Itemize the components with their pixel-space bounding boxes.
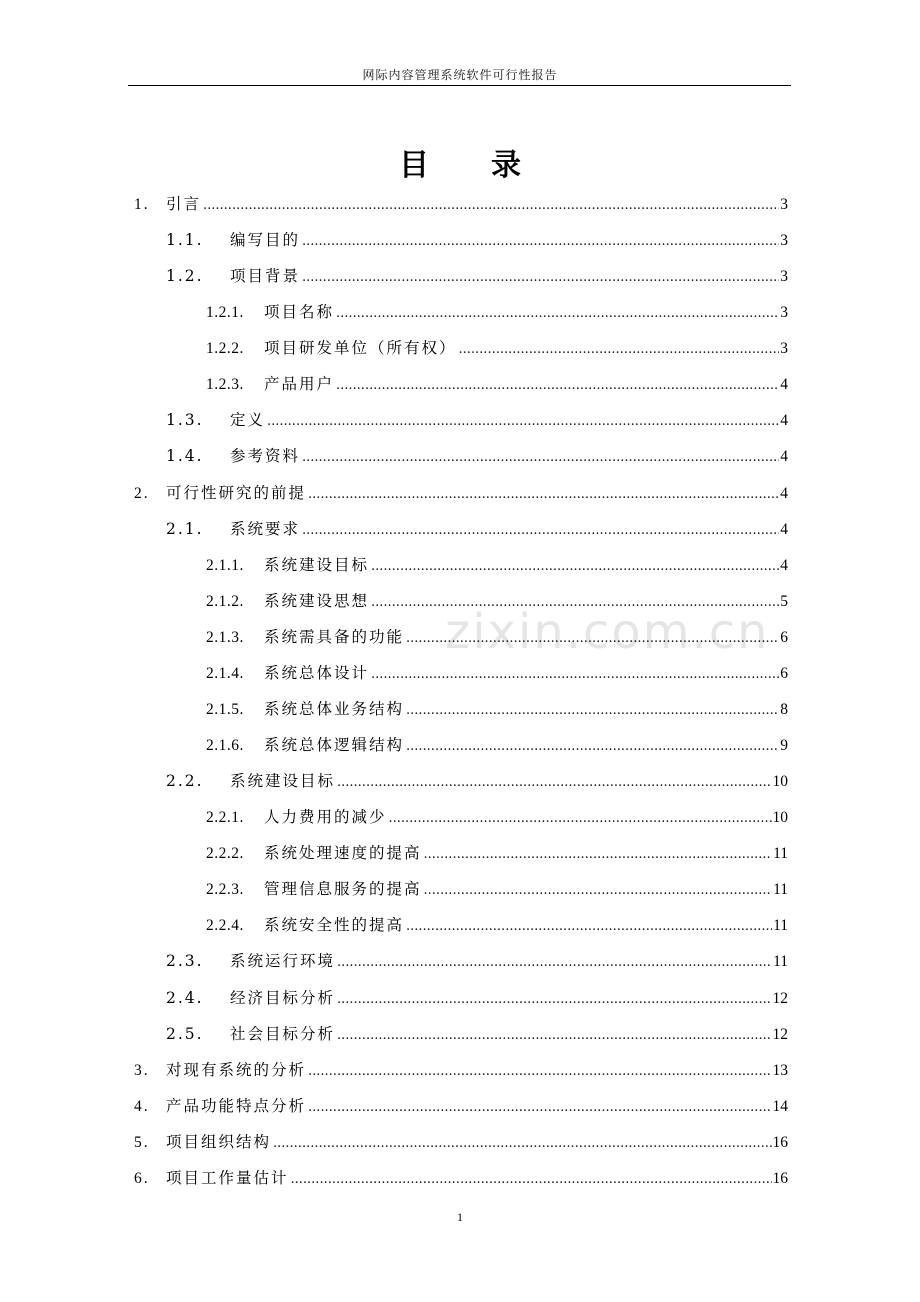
toc-entry[interactable] — [206, 366, 788, 402]
toc-entry-title: 系统需具备的功能 — [264, 627, 405, 646]
toc-entry-title: 系统建设目标 — [230, 772, 336, 791]
toc-entry-title: 系统运行环境 — [230, 952, 336, 971]
toc-entry[interactable] — [206, 799, 788, 835]
toc-dot-leader — [308, 477, 779, 513]
toc-entry-page: 4 — [780, 412, 788, 430]
toc-entry[interactable] — [166, 943, 788, 979]
toc-entry-number: 2.1.3. — [206, 628, 244, 646]
toc-dot-leader — [267, 404, 779, 440]
toc-entry-number: 1.2.1. — [206, 304, 244, 322]
toc-entry[interactable] — [134, 1088, 788, 1124]
toc-entry-page: 13 — [772, 1061, 788, 1079]
toc-entry[interactable] — [134, 1124, 788, 1160]
toc-entry[interactable] — [134, 186, 788, 222]
toc-entry-title: 系统要求 — [230, 519, 301, 538]
toc-entry-title: 引言 — [166, 195, 202, 213]
toc-entry-page: 3 — [780, 196, 788, 213]
toc-entry-title: 项目研发单位（所有权） — [264, 339, 457, 358]
toc-entry-page: 10 — [772, 809, 788, 827]
toc-entry-number: 2.2.2. — [206, 845, 244, 863]
toc-entry-number: 2.1.2. — [206, 592, 244, 610]
toc-entry-page: 4 — [780, 448, 788, 466]
toc-entry-number: 2.1. — [166, 519, 204, 538]
toc-dot-leader — [302, 513, 779, 549]
toc-entry[interactable] — [206, 835, 788, 871]
toc-entry[interactable] — [134, 1160, 788, 1196]
toc-entry-title: 定义 — [230, 411, 266, 430]
toc-entry[interactable] — [206, 691, 788, 727]
toc-entry[interactable] — [166, 222, 788, 258]
toc-dot-leader — [291, 1162, 772, 1198]
watermark: zixin.com.cn — [445, 604, 770, 660]
toc-entry-number: 1.1. — [166, 231, 204, 250]
toc-entry-title: 系统总体逻辑结构 — [264, 736, 405, 755]
toc-entry-page: 16 — [772, 1169, 788, 1187]
toc-entry-page: 3 — [780, 268, 788, 286]
toc-entry-number: 1.2.2. — [206, 340, 244, 358]
toc-entry-title: 可行性研究的前提 — [166, 483, 307, 502]
toc-dot-leader — [406, 621, 779, 657]
toc-entry-page: 10 — [772, 773, 788, 791]
toc-entry-page: 11 — [773, 917, 788, 935]
toc-entry[interactable] — [206, 655, 788, 691]
toc-entry-title: 项目背景 — [230, 267, 301, 286]
toc-dot-leader — [302, 260, 779, 296]
toc-entry-number: 1.2. — [166, 267, 204, 286]
toc-dot-leader — [406, 729, 779, 765]
toc-entry-title: 项目名称 — [264, 303, 335, 322]
toc-dot-leader — [203, 188, 779, 224]
toc-entry-number: 2. — [134, 484, 150, 502]
toc-heading: 目录 — [399, 148, 583, 183]
toc-entry-page: 12 — [772, 989, 788, 1007]
toc-dot-leader — [302, 224, 779, 260]
toc-entry-title: 系统总体设计 — [264, 663, 370, 682]
toc-entry-title: 产品用户 — [264, 375, 335, 394]
toc-entry-number: 2.2.4. — [206, 917, 244, 935]
toc-dot-leader — [389, 801, 772, 837]
toc-dot-leader — [337, 982, 771, 1018]
toc-entry-page: 4 — [780, 376, 788, 394]
toc-entry-page: 9 — [780, 737, 788, 755]
toc-dot-leader — [406, 693, 779, 729]
toc-dot-leader — [336, 368, 779, 404]
toc-entry-title: 产品功能特点分析 — [166, 1096, 307, 1115]
toc-entry-page: 11 — [773, 953, 788, 971]
toc-dot-leader — [337, 945, 772, 981]
toc-entry-title: 系统建设思想 — [264, 591, 370, 610]
toc-entry-title: 项目组织结构 — [166, 1132, 272, 1151]
toc-dot-leader — [459, 332, 780, 368]
toc-entry-title: 管理信息服务的提高 — [264, 880, 422, 899]
toc-entry-number: 2.1.4. — [206, 664, 244, 682]
toc-entry[interactable] — [206, 907, 788, 943]
toc-entry-page: 16 — [772, 1133, 788, 1151]
toc-dot-leader — [424, 837, 773, 873]
toc-entry-page: 5 — [780, 592, 788, 610]
toc-entry-number: 2.4. — [166, 988, 204, 1007]
toc-entry[interactable] — [206, 727, 788, 763]
toc-entry-page: 12 — [772, 1025, 788, 1043]
toc-entry-page: 6 — [780, 628, 788, 646]
toc-entry-number: 2.2.3. — [206, 881, 244, 899]
toc-entry[interactable] — [166, 980, 788, 1016]
toc-entry-number: 3. — [134, 1061, 150, 1079]
toc-entry-number: 2.1.6. — [206, 737, 244, 755]
toc-dot-leader — [371, 657, 779, 693]
toc-dot-leader — [336, 296, 779, 332]
toc-entry[interactable] — [166, 438, 788, 474]
toc-entry-title: 参考资料 — [230, 447, 301, 466]
toc-dot-leader — [273, 1126, 771, 1162]
toc-entry[interactable] — [134, 475, 788, 511]
toc-entry-title: 人力费用的减少 — [264, 808, 387, 827]
toc-entry-page: 3 — [780, 340, 788, 358]
toc-entry[interactable] — [166, 402, 788, 438]
toc-entry-page: 8 — [780, 700, 788, 718]
toc-entry[interactable] — [206, 619, 788, 655]
toc-entry-title: 系统处理速度的提高 — [264, 844, 422, 863]
toc-entry-number: 2.1.1. — [206, 556, 244, 574]
toc-entry[interactable] — [206, 871, 788, 907]
toc-entry-page: 14 — [772, 1097, 788, 1115]
page-number: 1 — [457, 1210, 463, 1224]
toc-entry-number: 6. — [134, 1169, 150, 1187]
toc-entry-title: 对现有系统的分析 — [166, 1060, 307, 1079]
document-header-title: 网际内容管理系统软件可行性报告 — [362, 68, 558, 82]
toc-entry-number: 1. — [134, 196, 150, 213]
toc-entry-number: 2.2.1. — [206, 809, 244, 827]
toc-dot-leader — [308, 1090, 771, 1126]
toc-entry[interactable] — [206, 330, 788, 366]
toc-entry-title: 经济目标分析 — [230, 988, 336, 1007]
toc-dot-leader — [406, 909, 772, 945]
toc-entry-page: 4 — [780, 520, 788, 538]
toc-entry-page: 4 — [780, 484, 788, 502]
toc-entry-title: 编写目的 — [230, 231, 301, 250]
toc-entry[interactable] — [206, 583, 788, 619]
toc-entry-number: 2.1.5. — [206, 700, 244, 718]
toc-entry-title: 社会目标分析 — [230, 1024, 336, 1043]
toc-entry-page: 3 — [780, 304, 788, 322]
toc-entry-number: 5. — [134, 1133, 150, 1151]
toc-dot-leader — [337, 1018, 771, 1054]
toc-dot-leader — [424, 873, 773, 909]
toc-entry-page: 11 — [773, 845, 788, 863]
toc-entry[interactable] — [206, 294, 788, 330]
header-divider — [128, 85, 791, 86]
toc-entry-number: 2.2. — [166, 772, 204, 791]
toc-entry-page: 3 — [780, 232, 788, 250]
toc-entry-title: 系统总体业务结构 — [264, 699, 405, 718]
toc-entry[interactable] — [166, 763, 788, 799]
toc-entry-number: 1.4. — [166, 447, 204, 466]
toc-dot-leader — [302, 440, 779, 476]
toc-entry[interactable] — [166, 1016, 788, 1052]
toc-entry-title: 系统安全性的提高 — [264, 916, 405, 935]
toc-dot-leader — [371, 549, 779, 585]
toc-entry-page: 6 — [780, 664, 788, 682]
toc-dot-leader — [371, 585, 779, 621]
toc-entry-number: 1.2.3. — [206, 376, 244, 394]
toc-entry[interactable] — [166, 511, 788, 547]
toc-entry[interactable] — [134, 1052, 788, 1088]
toc-entry-title: 系统建设目标 — [264, 555, 370, 574]
toc-entry-page: 4 — [780, 556, 788, 574]
toc-entry[interactable] — [166, 258, 788, 294]
toc-entry-number: 2.3. — [166, 952, 204, 971]
toc-entry-number: 2.5. — [166, 1024, 204, 1043]
toc-entry-page: 11 — [773, 881, 788, 899]
toc-dot-leader — [308, 1054, 771, 1090]
toc-dot-leader — [337, 765, 771, 801]
toc-entry-number: 1.3. — [166, 411, 204, 430]
toc-entry-number: 4. — [134, 1097, 150, 1115]
toc-entry[interactable] — [206, 547, 788, 583]
toc-entry-title: 项目工作量估计 — [166, 1168, 289, 1187]
